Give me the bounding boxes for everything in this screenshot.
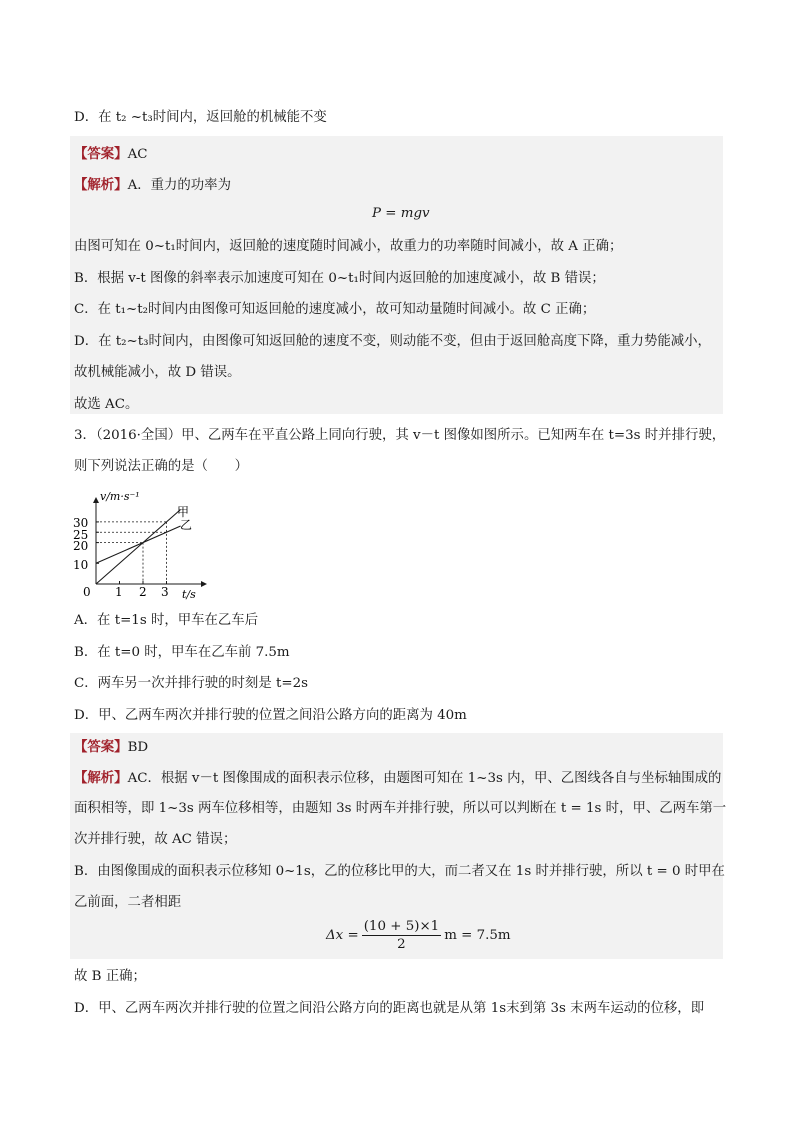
- q3-analysis-ac1: [74, 769, 721, 788]
- answer-value: BD: [127, 740, 149, 755]
- y-tick-10: 10: [73, 558, 89, 572]
- answer-label: 【答案】: [74, 739, 128, 755]
- legend-yi: 乙: [180, 518, 193, 532]
- formula-denominator: 2: [397, 937, 406, 952]
- q3-stem-2: 则下列说法正确的是（ ）: [74, 459, 249, 474]
- formula-lhs: Δx =: [326, 928, 359, 943]
- analysis-label: 【解析】: [74, 770, 128, 786]
- formula-displacement: [326, 918, 511, 953]
- y-tick-25: 25: [73, 528, 89, 542]
- analysis-a-intro: A．重力的功率为: [127, 178, 231, 193]
- q2-analysis-c: C．在 t₁~t₂时间内由图像可知返回舱的速度减小，故可知动量随时间减小。故 C 正确；: [74, 302, 596, 317]
- q2-analysis-b: B．根据 v-t 图像的斜率表示加速度可知在 0~t₁时间内返回舱的加速度减小，故 B 错误；: [74, 271, 605, 286]
- answer-label: 【答案】: [74, 146, 128, 162]
- q2-analysis-d2: 故机械能减小，故 D 错误。: [74, 365, 241, 380]
- series-line-1: [96, 526, 181, 563]
- answer-value: AC: [127, 147, 148, 162]
- series-line-0: [96, 509, 181, 584]
- q2-choose: 故选 AC。: [74, 397, 139, 412]
- q2-answer-line: [74, 145, 147, 164]
- y-axis-label: v/m·s⁻¹: [100, 492, 140, 503]
- q3-option-b: B．在 t=0 时，甲车在乙车前 7.5m: [74, 645, 290, 660]
- formula-power: P = mgv: [372, 206, 430, 221]
- formula-numerator: (10 + 5)×1: [363, 919, 440, 934]
- x-tick-2: 2: [139, 585, 147, 599]
- formula-fraction: [362, 918, 441, 953]
- q3-analysis-ac2: 面积相等，即 1~3s 两车位移相等，由题知 3s 时两车并排行驶，所以可以判断在 t = 1s 时，甲、乙两车第一: [74, 801, 727, 816]
- x-tick-1: 1: [115, 585, 123, 599]
- legend-jia: 甲: [177, 505, 190, 519]
- formula-rhs: m = 7.5m: [444, 928, 511, 943]
- analysis-label: 【解析】: [74, 177, 128, 193]
- vt-graph: [72, 492, 212, 602]
- q3-analysis-d: D．甲、乙两车两次并排行驶的位置之间沿公路方向的距离也就是从第 1s末到第 3s 末两车运动的位移，即: [74, 1001, 705, 1016]
- x-tick-3: 3: [161, 585, 169, 599]
- q2-analysis-a: 由图可知在 0~t₁时间内，返回舱的速度随时间减小，故重力的功率随时间减小，故 A 正确；: [74, 239, 623, 254]
- q3-stem-1: 3．（2016·全国）甲、乙两车在平直公路上同向行驶，其 v－t 图像如图所示。已知两车在 t=3s 时并排行驶，: [74, 428, 726, 443]
- q2-analysis-d1: D．在 t₂~t₃时间内，由图像可知返回舱的速度不变，则动能不变，但由于返回舱高度下降，重力势能减小，: [74, 334, 711, 349]
- y-tick-30: 30: [73, 516, 89, 530]
- origin-label: 0: [83, 585, 91, 599]
- x-axis-label: t/s: [182, 588, 196, 601]
- q3-option-d: D．甲、乙两车两次并排行驶的位置之间沿公路方向的距离为 40m: [74, 708, 467, 723]
- analysis-ac-text: AC．根据 v－t 图像围成的面积表示位移，由题图可知在 1~3s 内，甲、乙图线各自与坐标轴围成的: [127, 771, 722, 786]
- q3-option-a: A．在 t=1s 时，甲车在乙车后: [74, 613, 259, 628]
- q3-option-c: C．两车另一次并排行驶的时刻是 t=2s: [74, 676, 308, 691]
- q3-answer-line: [74, 738, 148, 757]
- q3-analysis-b2: 乙前面，二者相距: [74, 895, 182, 910]
- q2-option-d: D．在 t₂ ~t₃时间内，返回舱的机械能不变: [74, 110, 327, 125]
- q2-analysis-line: [74, 176, 231, 195]
- q3-analysis-ac3: 次并排行驶，故 AC 错误；: [74, 832, 237, 847]
- q3-analysis-b1: B．由图像围成的面积表示位移知 0~1s，乙的位移比甲的大，而二者又在 1s 时并排行驶，所以 t = 0 时甲在: [74, 864, 725, 879]
- q3-analysis-b-conclusion: 故 B 正确；: [74, 969, 146, 984]
- y-tick-20: 20: [73, 539, 89, 553]
